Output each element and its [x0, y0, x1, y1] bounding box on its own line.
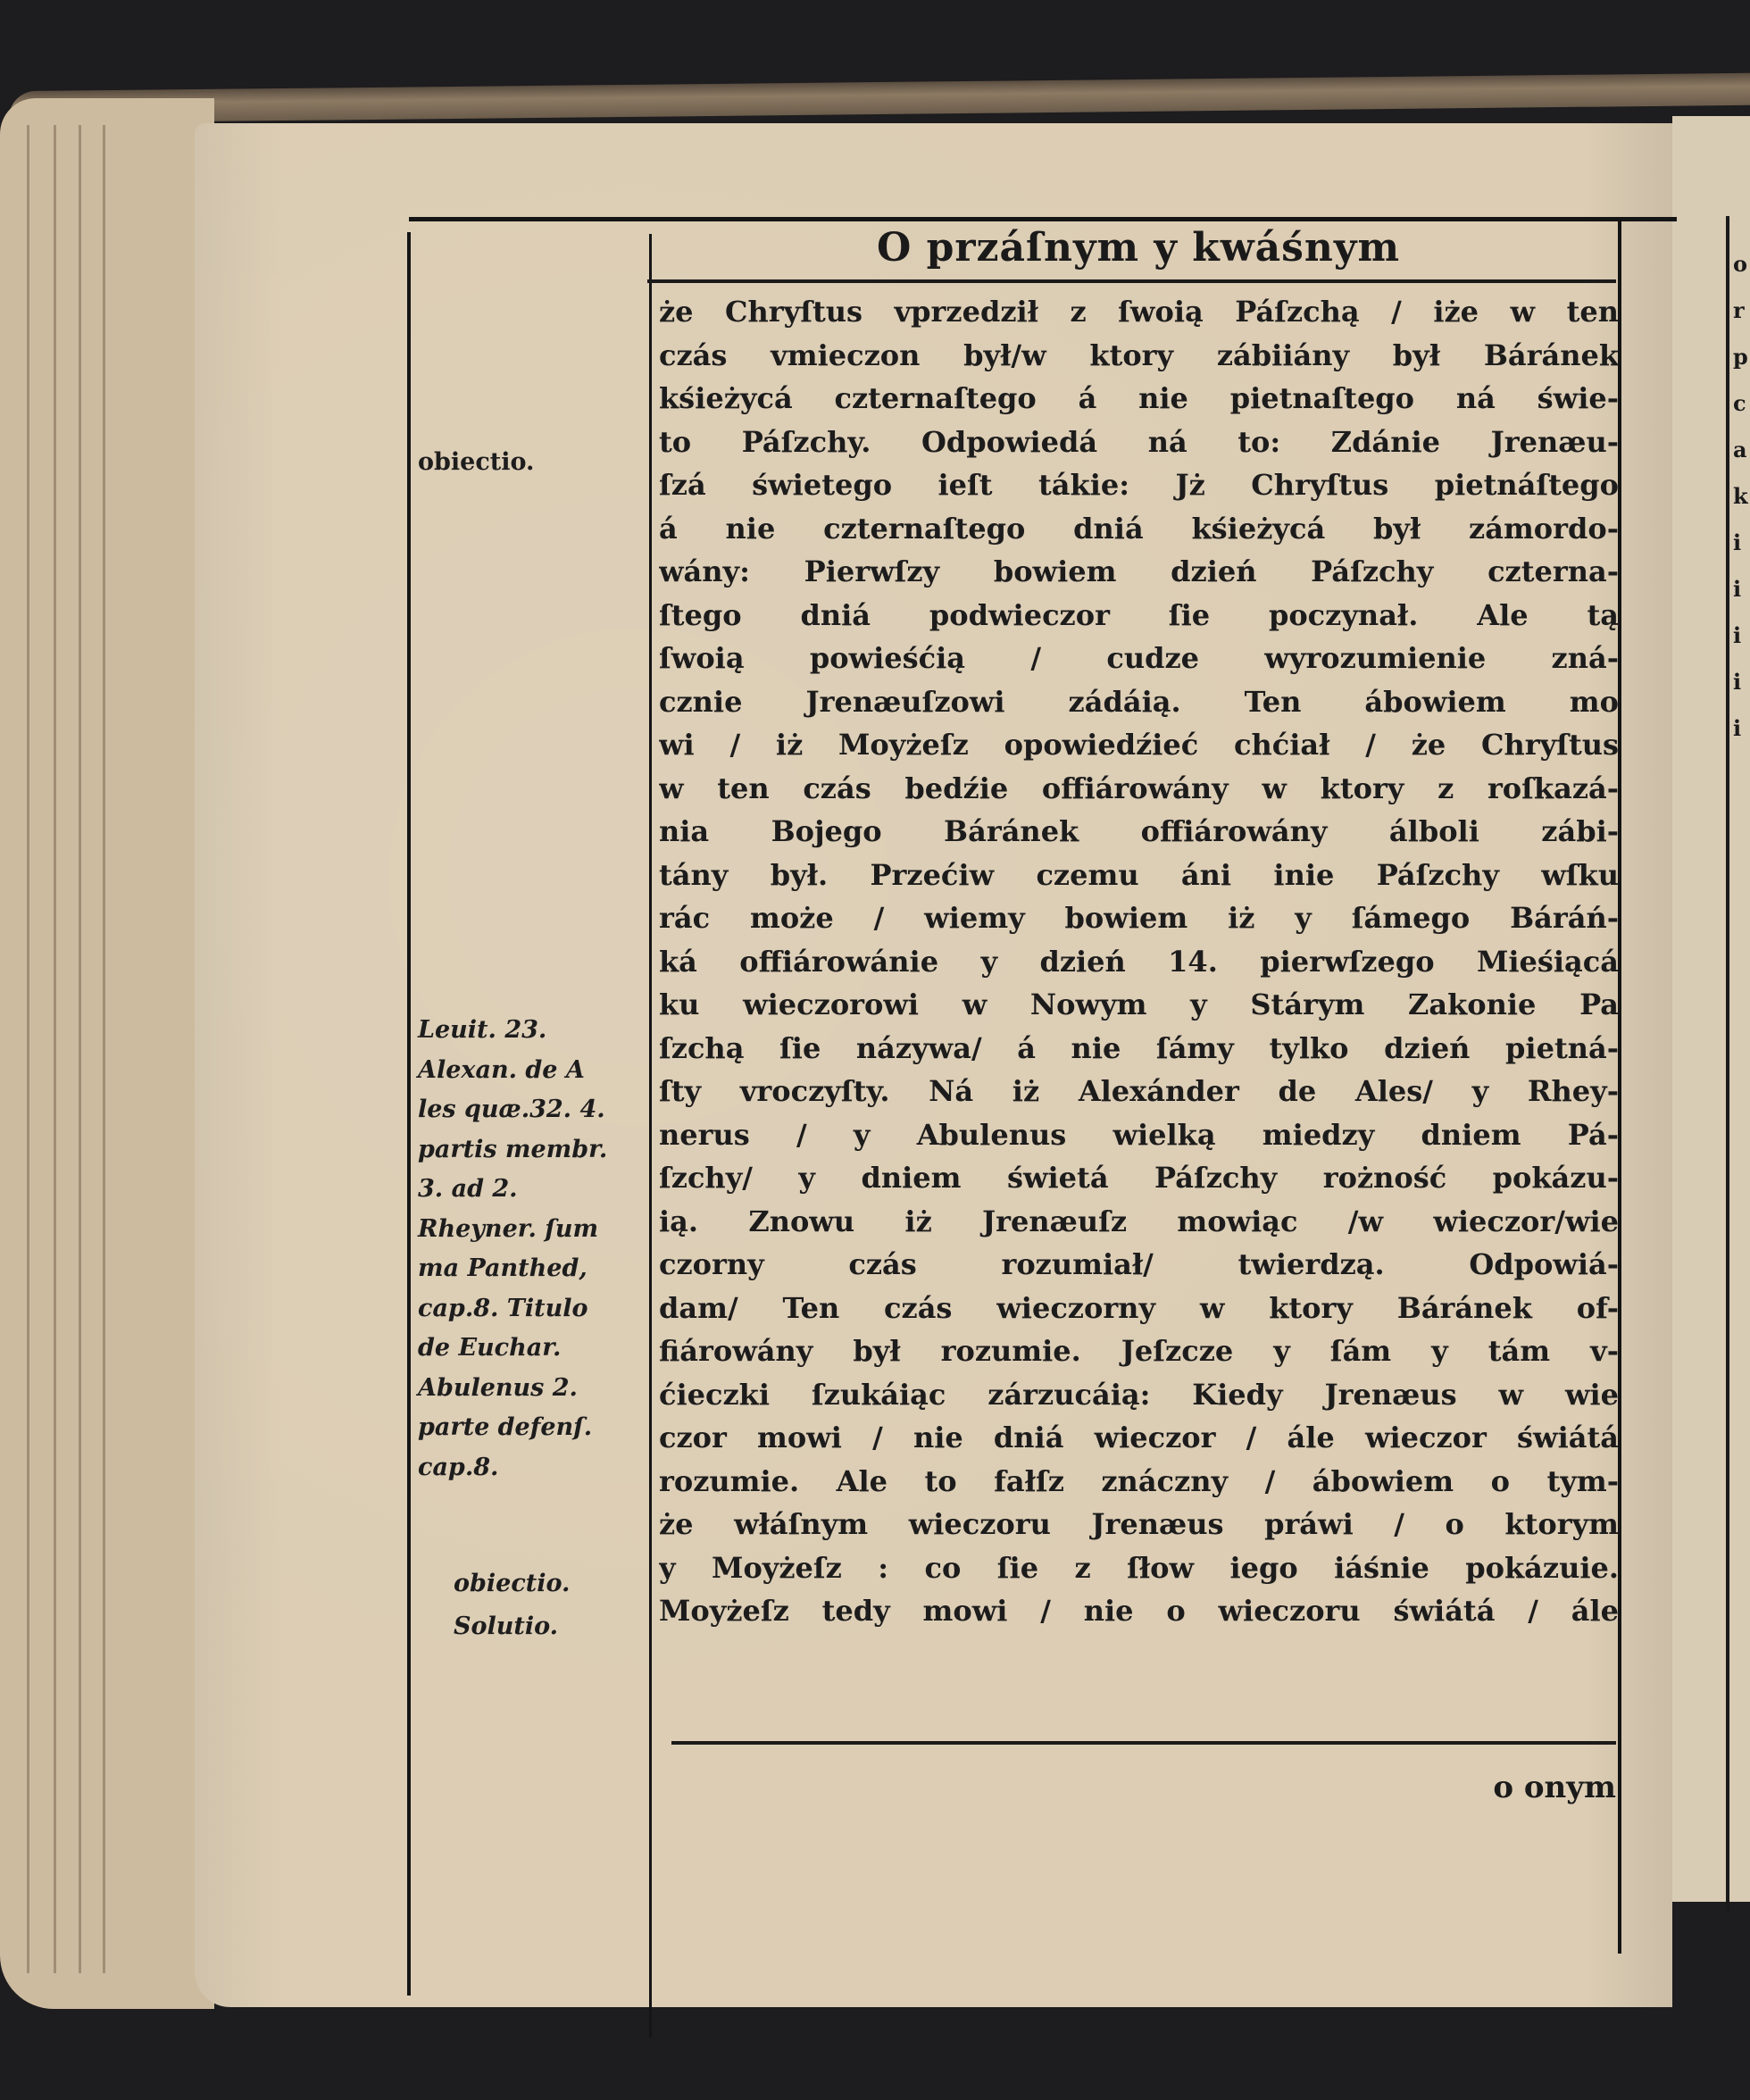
- margin-ref-line: les quæ.32. 4.: [418, 1096, 605, 1123]
- margin-note-solutio: Solutio.: [454, 1612, 559, 1640]
- margin-ref-line: Rheyner. ſum: [418, 1214, 599, 1243]
- margin-ref-line: Abulenus 2.: [418, 1373, 578, 1402]
- text-line: tány był. Przećiw czemu áni inie Páſzchy wſku: [659, 857, 1619, 892]
- text-line: że Chryſtus vprzedził z ſwoią Páſzchą / iże w ten: [659, 295, 1619, 329]
- facing-page-letter: k: [1733, 483, 1748, 509]
- text-line: ſzchą ſie názywa/ á nie ſámy tylko dzień pietná-: [659, 1030, 1619, 1065]
- facing-page-letters: [1733, 241, 1748, 752]
- facing-page-letter: i: [1733, 529, 1742, 555]
- margin-note-obiectio: obiectio.: [418, 448, 535, 476]
- margin-note-references: [418, 1011, 648, 1488]
- text-line: cznie Jrenæuſzowi zádáią. Ten ábowiem mo: [659, 684, 1619, 719]
- margin-column-rule: [649, 234, 652, 2038]
- frame-top-rule: [409, 217, 1677, 221]
- facing-page-letter: c: [1733, 390, 1746, 416]
- facing-page-rule: [1726, 216, 1729, 1912]
- text-line: wány: Pierwſzy bowiem dzień Páſzchy czterna-: [659, 554, 1619, 588]
- facing-page-letter: p: [1733, 344, 1748, 370]
- margin-ref-line: 3. ad 2.: [418, 1175, 518, 1203]
- text-line: nerus / y Abulenus wielką miedzy dniem Pá-: [659, 1117, 1619, 1152]
- text-line: ćieczki ſzukáiąc zárzucáią: Kiedy Jrenæus w wie: [659, 1377, 1619, 1412]
- margin-note-obiectio: obiectio.: [454, 1570, 571, 1597]
- text-line: że włáſnym wieczoru Jrenæus práwi / o ktorym: [659, 1507, 1619, 1541]
- facing-page-letter: a: [1733, 437, 1747, 462]
- margin-ref-line: cap.8. Titulo: [418, 1294, 588, 1322]
- margin-ref-line: Alexan. de A: [418, 1055, 585, 1084]
- margin-ref-line: ma Panthed,: [418, 1254, 588, 1282]
- facing-page-letter: i: [1733, 669, 1742, 695]
- text-line: ká offiárowánie y dzień 14. pierwſzego Mieśiącá: [659, 944, 1619, 979]
- text-line: ią. Znowu iż Jrenæuſz mowiąc /w wieczor/wie: [659, 1204, 1619, 1238]
- facing-page: [1672, 116, 1750, 1902]
- bottom-rule: [671, 1741, 1616, 1745]
- text-line: nia Bojego Báránek offiárowány álboli zábi-: [659, 814, 1619, 848]
- text-line: wi / iż Moyżeſz opowiedźieć chćiał / że Chryſtus: [659, 728, 1619, 762]
- page-edge-line: [54, 125, 56, 1973]
- text-line: fiárowány był rozumie. Jeſzcze y ſám y tám v-: [659, 1334, 1619, 1368]
- title-rule: [647, 279, 1616, 283]
- text-line: ſzchy/ y dniem świetá Páſzchy rożność pokázu-: [659, 1161, 1619, 1195]
- facing-page-letter: i: [1733, 715, 1742, 741]
- page-edge-line: [79, 125, 81, 1973]
- text-line: to Páſzchy. Odpowiedá ná to: Zdánie Jrenæu-: [659, 424, 1619, 459]
- facing-page-letter: o: [1733, 251, 1748, 277]
- text-line: dam/ Ten czás wieczorny w ktory Báránek of-: [659, 1290, 1619, 1325]
- text-line: Moyżeſz tedy mowi / nie o wieczoru świátá / ále: [659, 1594, 1619, 1628]
- body-text: [659, 290, 1619, 1633]
- text-line: ſtego dniá podwieczor ſie poczynał. Ale tą: [659, 597, 1619, 632]
- text-line: czor mowi / nie dniá wieczor / ále wieczor świátá: [659, 1421, 1619, 1454]
- page-edge-line: [103, 125, 105, 1973]
- facing-page-letter: r: [1733, 297, 1745, 323]
- facing-page-letter: i: [1733, 622, 1742, 648]
- margin-ref-line: cap.8.: [418, 1453, 499, 1481]
- text-line: ſty vroczyſty. Ná iż Alexánder de Ales/ y Rhey-: [659, 1074, 1619, 1108]
- text-line: y Moyżeſz : co ſie z ſłow iego iáśnie pokázuie.: [659, 1550, 1619, 1585]
- text-line: czás vmieczon był/w ktory zábiiány był Báránek: [659, 338, 1619, 372]
- catchword: o onym: [1493, 1770, 1616, 1805]
- text-line: ku wieczorowi w Nowym y Stárym Zakonie Pa: [659, 988, 1619, 1021]
- margin-ref-line: partis membr.: [418, 1135, 608, 1163]
- running-title: O przáſnym y kwáśnym: [876, 225, 1401, 271]
- text-line: ſwoią powieśćią / cudze wyrozumienie zná-: [659, 641, 1619, 675]
- page-edge-line: [27, 125, 29, 1973]
- text-line: á nie czternaſtego dniá kśieżycá był zámordo-: [659, 511, 1619, 546]
- margin-ref-line: Leuit. 23.: [418, 1016, 547, 1044]
- text-line: kśieżycá czternaſtego á nie pietnaſtego ná świe-: [659, 381, 1619, 415]
- page-stack-left: [0, 98, 214, 2009]
- facing-page-letter: i: [1733, 576, 1742, 602]
- margin-ref-line: de Euchar.: [418, 1334, 562, 1362]
- book-top-edge: [9, 73, 1750, 123]
- text-line: czorny czás rozumiał/ twierdzą. Odpowiá-: [659, 1247, 1619, 1281]
- text-line: rác może / wiemy bowiem iż y ſámego Báráń-: [659, 901, 1619, 935]
- frame-left-rule: [407, 232, 411, 1996]
- text-line: rozumie. Ale to fałſz znáczny / ábowiem o tym-: [659, 1463, 1619, 1498]
- text-line: w ten czás bedźie offiárowány w ktory z roſkazá-: [659, 771, 1619, 805]
- margin-ref-line: parte defenſ.: [418, 1413, 593, 1441]
- text-line: ſzá świetego ieſt tákie: Jż Chryſtus pietnáſtego: [659, 468, 1619, 502]
